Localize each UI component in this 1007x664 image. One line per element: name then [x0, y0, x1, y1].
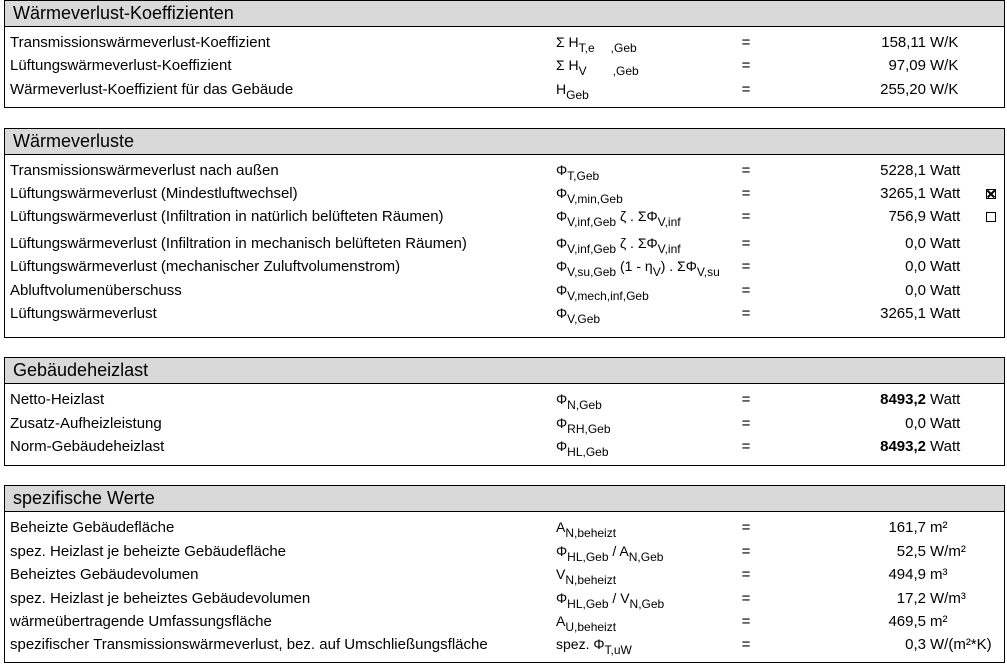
- equals-sign: =: [741, 208, 751, 225]
- symbol-subscript: N,Geb: [567, 398, 602, 412]
- symbol-subscript: V,inf,Geb: [567, 215, 617, 229]
- equals-sign: =: [741, 185, 751, 202]
- table-row: [5, 388, 1004, 411]
- table-row: [5, 159, 1004, 182]
- symbol-text: spez. Φ: [556, 636, 605, 652]
- row-label: Lüftungswärmeverlust (Infiltration in natürlich belüfteten Räumen): [10, 208, 444, 225]
- row-label: Transmissionswärmeverlust nach außen: [10, 162, 279, 179]
- section-3: [4, 485, 1005, 663]
- formula-symbol: [556, 57, 639, 78]
- section-title: Gebäudeheizlast: [5, 358, 1004, 384]
- symbol-subscript: T,Geb: [567, 169, 600, 183]
- row-value: 5228,1: [880, 162, 926, 179]
- symbol-text: Φ: [556, 162, 568, 178]
- section-0: [4, 0, 1005, 108]
- row-label: Netto-Heizlast: [10, 391, 105, 408]
- row-unit: m²: [930, 519, 948, 536]
- symbol-text: A: [556, 519, 566, 535]
- section-title: spezifische Werte: [5, 486, 1004, 512]
- formula-symbol: [556, 543, 663, 564]
- row-label: Beheiztes Gebäudevolumen: [10, 566, 199, 583]
- symbol-subscript: V,inf: [657, 242, 681, 256]
- symbol-subscript: U,beheizt: [565, 620, 617, 634]
- row-label: Norm-Gebäudeheizlast: [10, 438, 165, 455]
- row-label: Zusatz-Aufheizleistung: [10, 415, 162, 432]
- row-value: 0,0: [905, 415, 926, 432]
- table-row: [5, 516, 1004, 539]
- table-row: [5, 31, 1004, 54]
- row-label: Wärmeverlust-Koeffizient für das Gebäude: [10, 81, 294, 98]
- row-label: Abluftvolumenüberschuss: [10, 282, 182, 299]
- row-value: 255,20: [880, 81, 926, 98]
- row-value: 8493,2: [880, 391, 926, 408]
- symbol-text: Φ: [556, 185, 568, 201]
- table-row: [5, 182, 1004, 205]
- row-unit: Watt: [930, 208, 961, 225]
- row-unit: Watt: [930, 282, 961, 299]
- row-value: 3265,1: [880, 305, 926, 322]
- symbol-subscript: N,Geb: [629, 597, 665, 611]
- formula-symbol: [556, 282, 649, 303]
- table-row: [5, 255, 1004, 278]
- row-unit: W/K: [930, 34, 959, 51]
- symbol-subscript: HL,Geb: [567, 597, 609, 611]
- equals-sign: =: [741, 235, 751, 252]
- equals-sign: =: [741, 81, 751, 98]
- symbol-subscript: V,inf: [657, 215, 681, 229]
- equals-sign: =: [741, 438, 751, 455]
- symbol-text: Φ: [556, 235, 568, 251]
- row-unit: Watt: [930, 305, 961, 322]
- section-title: Wärmeverlust-Koeffizienten: [5, 1, 1004, 27]
- equals-sign: =: [741, 415, 751, 432]
- symbol-subscript: HL,Geb: [567, 445, 609, 459]
- table-row: [5, 633, 1004, 656]
- row-label: spezifischer Transmissionswärmeverlust, bez. auf Umschließungsfläche: [10, 636, 488, 653]
- row-label: Beheizte Gebäudefläche: [10, 519, 175, 536]
- equals-sign: =: [741, 566, 751, 583]
- table-row: [5, 302, 1004, 325]
- equals-sign: =: [741, 590, 751, 607]
- symbol-subscript: V,su,Geb: [567, 265, 617, 279]
- symbol-text: Φ: [556, 391, 568, 407]
- equals-sign: =: [741, 258, 751, 275]
- symbol-text: Φ: [556, 590, 568, 606]
- row-unit: W/K: [930, 57, 959, 74]
- equals-sign: =: [741, 391, 751, 408]
- symbol-text: A: [556, 613, 566, 629]
- table-row: [5, 54, 1004, 77]
- symbol-text: Φ: [556, 305, 568, 321]
- symbol-text: ζ . ΣΦ: [616, 208, 658, 224]
- row-value: 0,0: [905, 258, 926, 275]
- row-unit: Watt: [930, 258, 961, 275]
- checkbox-unchecked[interactable]: [986, 212, 996, 222]
- row-value: 161,7: [888, 519, 926, 536]
- table-row: [5, 205, 1004, 228]
- table-row: [5, 563, 1004, 586]
- symbol-text: Σ H: [556, 34, 579, 50]
- symbol-text: ) . ΣΦ: [660, 258, 697, 274]
- row-value: 8493,2: [880, 438, 926, 455]
- row-value: 0,0: [905, 235, 926, 252]
- table-row: [5, 412, 1004, 435]
- symbol-text: / A: [608, 543, 629, 559]
- table-row: [5, 587, 1004, 610]
- row-value: 0,0: [905, 282, 926, 299]
- row-label: Lüftungswärmeverlust (Mindestluftwechsel): [10, 185, 298, 202]
- row-value: 0,3: [905, 636, 926, 653]
- row-unit: Watt: [930, 415, 961, 432]
- symbol-subscript: V: [578, 64, 587, 78]
- formula-symbol: [556, 208, 681, 229]
- symbol-subscript: V,min,Geb: [567, 192, 623, 206]
- formula-symbol: [556, 305, 600, 326]
- table-row: [5, 232, 1004, 255]
- symbol-text: ζ . ΣΦ: [616, 235, 658, 251]
- symbol-subscript: V: [652, 265, 661, 279]
- section-1: [4, 128, 1005, 338]
- formula-symbol: [556, 415, 611, 436]
- symbol-text: Φ: [556, 438, 568, 454]
- row-label: spez. Heizlast je beheiztes Gebäudevolumen: [10, 590, 311, 607]
- row-label: wärmeübertragende Umfassungsfläche: [10, 613, 272, 630]
- symbol-text: V: [556, 566, 566, 582]
- symbol-text: Φ: [556, 208, 568, 224]
- formula-symbol: [556, 438, 609, 459]
- symbol-subscript: V,mech,inf,Geb: [567, 289, 649, 303]
- symbol-text: H: [556, 81, 567, 97]
- equals-sign: =: [741, 34, 751, 51]
- table-row: [5, 540, 1004, 563]
- table-row: [5, 78, 1004, 101]
- row-unit: Watt: [930, 162, 961, 179]
- table-row: [5, 435, 1004, 458]
- row-label: Lüftungswärmeverlust (Infiltration in mechanisch belüfteten Räumen): [10, 235, 467, 252]
- row-label: Lüftungswärmeverlust: [10, 305, 157, 322]
- symbol-text: / V: [608, 590, 630, 606]
- symbol-subscript: ,Geb: [610, 41, 637, 55]
- symbol-subscript: V,Geb: [567, 312, 601, 326]
- row-value: 17,2: [896, 590, 926, 607]
- equals-sign: =: [741, 57, 751, 74]
- symbol-text: Σ H: [556, 57, 579, 73]
- equals-sign: =: [741, 162, 751, 179]
- symbol-subscript: N,beheizt: [565, 573, 617, 587]
- symbol-subscript: N,Geb: [628, 550, 664, 564]
- formula-symbol: [556, 613, 616, 634]
- formula-symbol: [556, 566, 616, 587]
- equals-sign: =: [741, 613, 751, 630]
- symbol-subscript: V,su: [696, 265, 720, 279]
- equals-sign: =: [741, 519, 751, 536]
- row-unit: m²: [930, 613, 948, 630]
- formula-symbol: [556, 235, 681, 256]
- section-2: [4, 357, 1005, 466]
- formula-symbol: [556, 590, 664, 611]
- formula-symbol: [556, 258, 720, 279]
- formula-symbol: [556, 185, 623, 206]
- formula-symbol: [556, 519, 616, 540]
- symbol-subscript: T,uW: [604, 643, 632, 657]
- row-value: 469,5: [888, 613, 926, 630]
- symbol-subscript: HL,Geb: [567, 550, 609, 564]
- row-unit: W/(m²*K): [930, 636, 992, 653]
- table-row: [5, 279, 1004, 302]
- row-label: spez. Heizlast je beheizte Gebäudefläche: [10, 543, 287, 560]
- row-label: Transmissionswärmeverlust-Koeffizient: [10, 34, 271, 51]
- row-value: 3265,1: [880, 185, 926, 202]
- symbol-subscript: V,inf,Geb: [567, 242, 617, 256]
- row-unit: m³: [930, 566, 948, 583]
- symbol-text: Φ: [556, 258, 568, 274]
- row-value: 756,9: [888, 208, 926, 225]
- row-value: 494,9: [888, 566, 926, 583]
- formula-symbol: [556, 34, 637, 55]
- formula-symbol: [556, 81, 589, 102]
- symbol-text: (1 - η: [616, 258, 653, 274]
- row-value: 158,11: [881, 34, 926, 51]
- row-label: Lüftungswärmeverlust-Koeffizient: [10, 57, 232, 74]
- symbol-subscript: RH,Geb: [567, 422, 611, 436]
- formula-symbol: [556, 391, 602, 412]
- symbol-subscript: ,Geb: [612, 64, 639, 78]
- equals-sign: =: [741, 282, 751, 299]
- section-title: Wärmeverluste: [5, 129, 1004, 155]
- symbol-subscript: N,beheizt: [565, 526, 617, 540]
- symbol-text: Φ: [556, 543, 568, 559]
- row-unit: W/m³: [930, 590, 966, 607]
- equals-sign: =: [741, 305, 751, 322]
- symbol-subscript: T,e: [578, 41, 595, 55]
- row-unit: Watt: [930, 438, 961, 455]
- symbol-subscript: Geb: [566, 88, 589, 102]
- formula-symbol: [556, 162, 599, 183]
- table-row: [5, 610, 1004, 633]
- checkbox-checked[interactable]: [986, 189, 996, 199]
- row-unit: Watt: [930, 391, 961, 408]
- row-unit: W/K: [930, 81, 959, 98]
- equals-sign: =: [741, 636, 751, 653]
- row-label: Lüftungswärmeverlust (mechanischer Zuluftvolumenstrom): [10, 258, 401, 275]
- row-unit: W/m²: [930, 543, 966, 560]
- row-value: 52,5: [896, 543, 926, 560]
- row-unit: Watt: [930, 235, 961, 252]
- row-value: 97,09: [888, 57, 926, 74]
- symbol-text: Φ: [556, 282, 568, 298]
- row-unit: Watt: [930, 185, 961, 202]
- equals-sign: =: [741, 543, 751, 560]
- formula-symbol: [556, 636, 632, 657]
- symbol-text: Φ: [556, 415, 568, 431]
